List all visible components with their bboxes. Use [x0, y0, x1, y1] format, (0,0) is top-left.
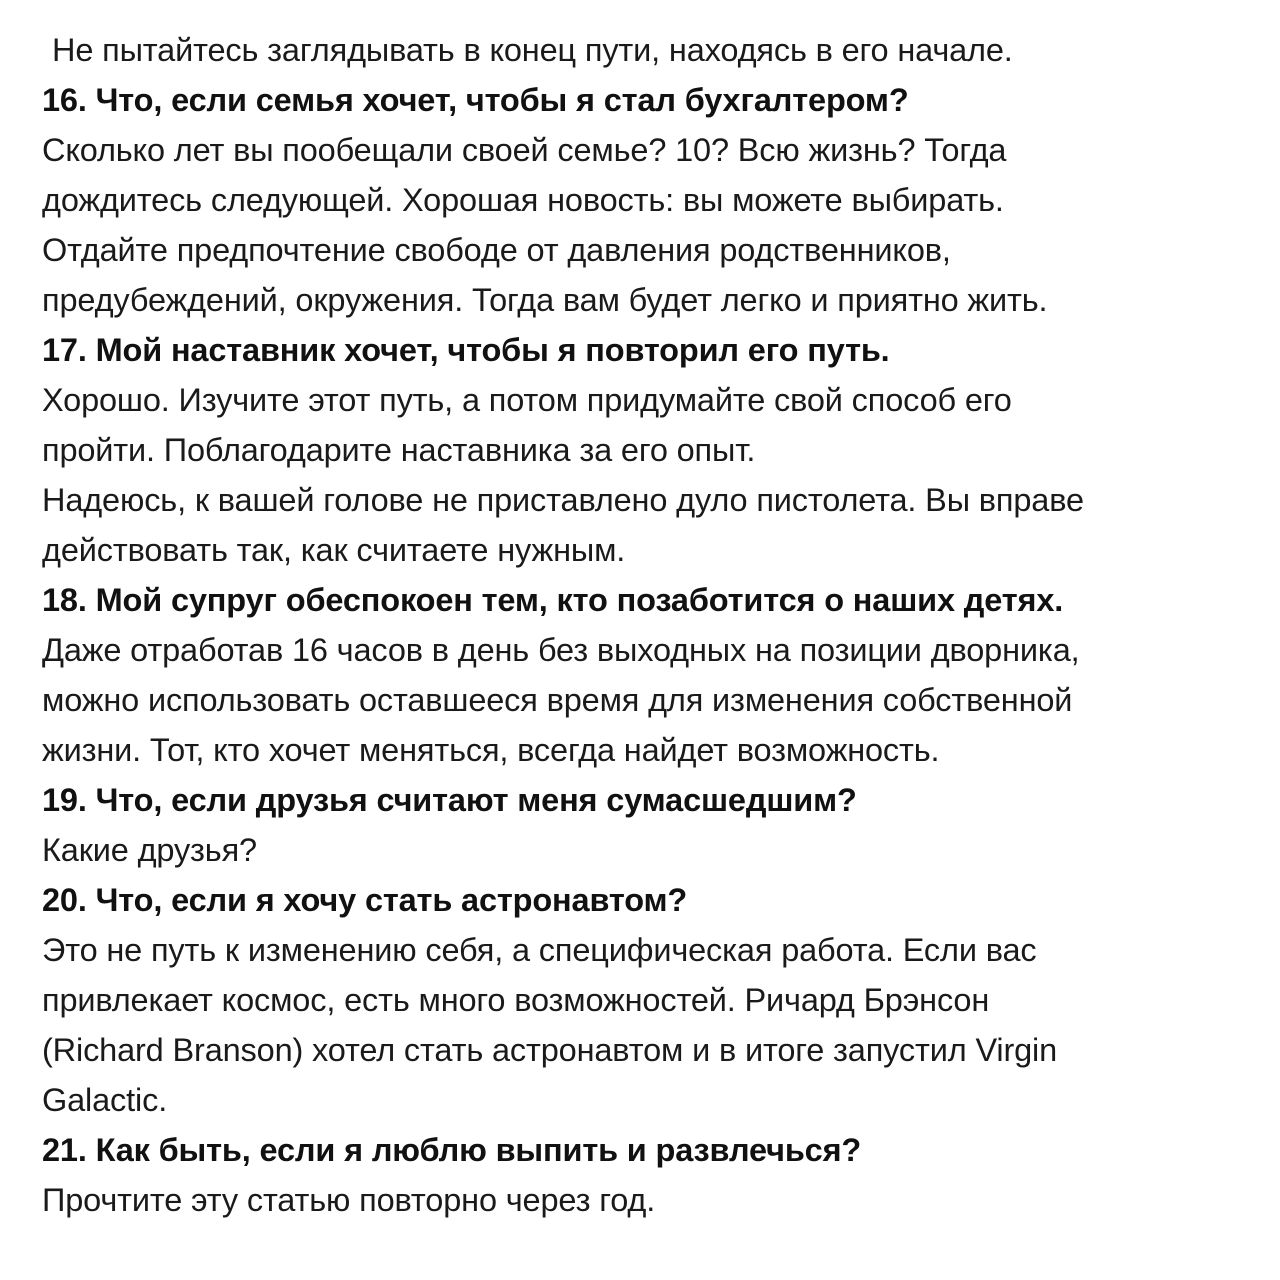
- article-text: [42, 25, 1242, 1225]
- answer-line: Сколько лет вы пообещали своей семье? 10? Всю жизнь? Тогда: [42, 132, 1007, 168]
- answer-line: жизни. Тот, кто хочет меняться, всегда найдет возможность.: [42, 732, 940, 768]
- answer-line: дождитесь следующей. Хорошая новость: вы можете выбирать.: [42, 182, 1004, 218]
- answer-line: Отдайте предпочтение свободе от давления родственников,: [42, 232, 951, 268]
- question-heading-18: 18. Мой супруг обеспокоен тем, кто позаботится о наших детях.: [42, 582, 1064, 618]
- answer-line: Даже отработав 16 часов в день без выходных на позиции дворника,: [42, 632, 1080, 668]
- answer-line: Какие друзья?: [42, 832, 257, 868]
- answer-line: Хорошо. Изучите этот путь, а потом придумайте свой способ его: [42, 382, 1012, 418]
- answer-line: Galactic.: [42, 1082, 168, 1118]
- answer-line: Надеюсь, к вашей голове не приставлено дуло пистолета. Вы вправе: [42, 482, 1084, 518]
- answer-line: пройти. Поблагодарите наставника за его опыт.: [42, 432, 756, 468]
- answer-line: (Richard Branson) хотел стать астронавтом и в итоге запустил Virgin: [42, 1032, 1058, 1068]
- answer-line: Не пытайтесь заглядывать в конец пути, находясь в его начале.: [52, 32, 1013, 68]
- answer-line: Это не путь к изменению себя, а специфическая работа. Если вас: [42, 932, 1037, 968]
- question-heading-19: 19. Что, если друзья считают меня сумасшедшим?: [42, 782, 857, 818]
- answer-line: можно использовать оставшееся время для изменения собственной: [42, 682, 1073, 718]
- answer-line: Прочтите эту статью повторно через год.: [42, 1182, 656, 1218]
- question-heading-17: 17. Мой наставник хочет, чтобы я повторил его путь.: [42, 332, 890, 368]
- question-heading-16: 16. Что, если семья хочет, чтобы я стал бухгалтером?: [42, 82, 909, 118]
- answer-line: привлекает космос, есть много возможностей. Ричард Брэнсон: [42, 982, 990, 1018]
- question-heading-20: 20. Что, если я хочу стать астронавтом?: [42, 882, 688, 918]
- question-heading-21: 21. Как быть, если я люблю выпить и развлечься?: [42, 1132, 862, 1168]
- answer-line: предубеждений, окружения. Тогда вам будет легко и приятно жить.: [42, 282, 1048, 318]
- answer-line: действовать так, как считаете нужным.: [42, 532, 626, 568]
